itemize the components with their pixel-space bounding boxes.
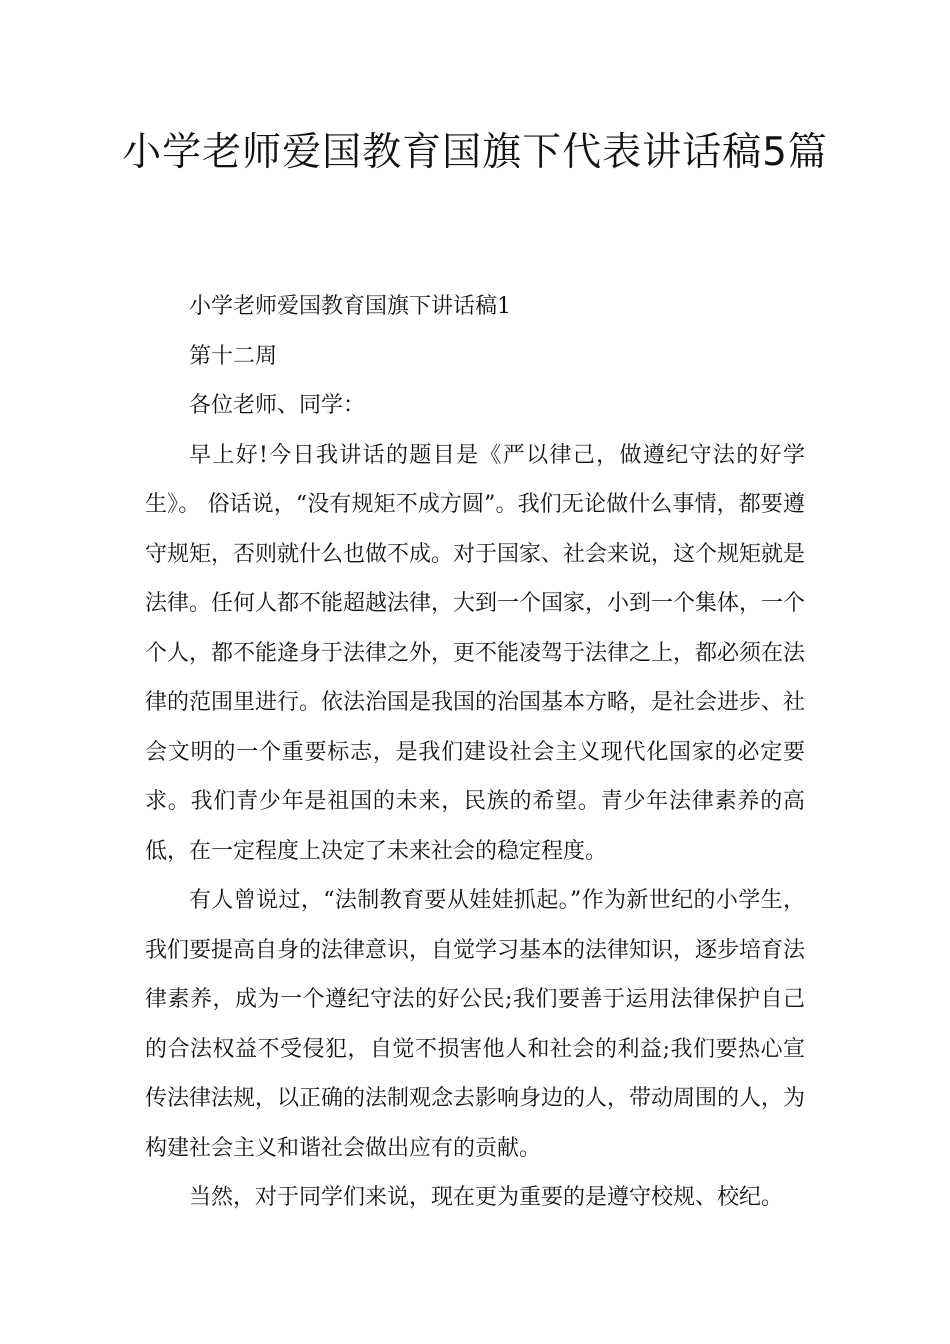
paragraph-body: 当然，对于同学们来说，现在更为重要的是遵守校规、校纪。 (189, 1185, 784, 1210)
paragraph-week: 第十二周 (189, 343, 278, 369)
document-body (145, 282, 805, 1223)
paragraph-subtitle: 小学老师爱国教育国旗下讲话稿1 (189, 294, 511, 319)
document-title: 小学老师爱国教育国旗下代表讲话稿5篇 (122, 130, 828, 175)
paragraph-body: 有人曾说过，“法制教育要从娃娃抓起。”作为新世纪的小学生，我们要提高自身的法律意识，自觉学习基本的法律知识，逐步培育法律素养，成为一个遵纪守法的好公民;我们要善于运用法律保护自己的合法权益不受侵犯，自觉不损害他人和社会的利益;我们要热心宣传法律法规，以正确的法制观念去影响身边的人，带动周围的人，为构建社会主义和谐社会做出应有的贡献。 (145, 888, 806, 1161)
paragraph-body: 早上好!今日我讲话的题目是《严以律己，做遵纪守法的好学生》。 俗话说，“没有规矩不成方圆”。我们无论做什么事情，都要遵守规矩，否则就什么也做不成。对于国家、社会来说，这个规矩就是法律。任何人都不能超越法律，大到一个国家，小到一个集体，一个个人，都不能逄身于法律之外，更不能凌驾于法律之上，都必须在法律的范围里进行。依法治国是我国的治国基本方略，是社会进步、社会文明的一个重要标志，是我们建设社会主义现代化国家的必定要求。我们青少年是祖国的未来，民族的希望。青少年法律素养的高低，在一定程度上决定了未来社会的稳定程度。 (145, 442, 806, 864)
paragraph-salutation: 各位老师、同学： (189, 393, 366, 418)
